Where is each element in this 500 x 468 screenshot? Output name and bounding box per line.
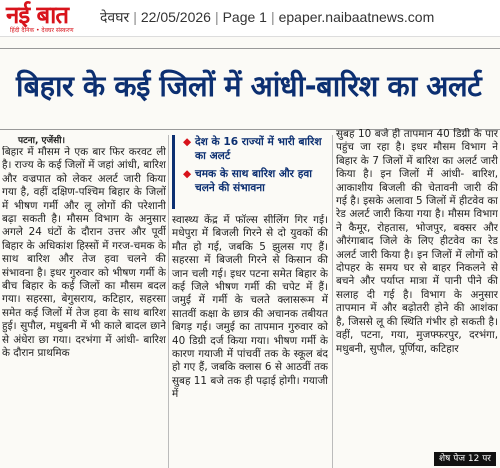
article-headline: बिहार के कई जिलों में आंधी-बारिश का अलर्ट — [16, 69, 482, 103]
highlight-item — [183, 167, 328, 195]
edition-city: देवघर — [100, 9, 130, 25]
masthead-bar — [0, 0, 500, 37]
column-divider — [168, 135, 169, 468]
separator: | — [133, 9, 137, 25]
bullet-icon: ◆ — [183, 136, 192, 148]
continued-on-page-link[interactable]: शेष पेज 12 पर — [434, 452, 496, 466]
column-divider — [332, 135, 333, 468]
edition-date: 22/05/2026 — [140, 9, 211, 25]
highlight-text: चमक के साथ बारिश और हवा चलने की संभावना — [195, 168, 312, 194]
article-column-1 — [2, 146, 166, 468]
highlight-item — [183, 135, 328, 163]
column-text: स्वास्थ्य केंद्र में फॉल्स सीलिंग गिर गई। मधेपुरा में बिजली गिरने से दो युवकों की मौत हो गई, जबकि 5 झुलस गए हैं। सहरसा में बिजली गिरने से किसान की जान चली गई। इधर पटना समेत बिहार के कई जिले भीषण गर्मी की चपेट में हैं। जमुई में गर्मी के चलते क्लासरूम में सातवीं कक्षा के छात्र की अचानक तबीयत बिगड़ गई। जमुई का तापमान गुरुवार को 40 डिग्री दर्ज किया गया। भीषण गर्मी के कारण गयाजी में पांचवीं तक के स्कूल बंद हो गए हैं, जबकि क्लास 6 से आठवीं तक सुबह 11 बजे तक ही पढ़ाई होगी। गयाजी में — [172, 214, 328, 401]
page-number: Page 1 — [222, 9, 267, 25]
separator: | — [214, 9, 219, 25]
byline: पटना, एजेंसी। — [18, 136, 66, 146]
bullet-icon: ◆ — [183, 168, 192, 180]
headline-block — [0, 48, 500, 130]
column-text: सुबह 10 बजे ही तापमान 40 डिग्री के पार पहुंच जा रहा है। इधर मौसम विभाग ने बिहार के 7 जिलों में बारिश का अलर्ट जारी किया है। इन जिलों में आंधी- बारिश, आकाशीय बिजली की चेतावनी जारी की गई है। इसके अलावा 5 जिलों में हीटवेव का रेड अलर्ट जारी किया गया है। मौसम विभाग ने कैमूर, रोहतास, भोजपुर, बक्सर और औरंगाबाद जिले के लिए हीटवेव का रेड अलर्ट जारी किया है। इन जिलों में लोगों को दोपहर के समय घर से बाहर निकलने से बचने और पर्याप्त मात्रा में पानी पीने की सलाह दी गई है। विभाग के अनुसार तापमान में और बढ़ोतरी होने की आशंका है, जिससे लू की स्थिति गंभीर हो सकती है। वहीं, पटना, गया, मुजफ्फरपुर, दरभंगा, मधुबनी, सुपौल, पूर्णिया, कटिहार — [336, 128, 498, 355]
separator: | — [270, 9, 275, 25]
logo-tagline: हिंदी दैनिक • देवघर संस्करण — [10, 27, 74, 34]
website-link[interactable]: epaper.naibaatnews.com — [278, 9, 435, 25]
highlight-text: देश के 16 राज्यों में भारी बारिश का अलर्ट — [195, 136, 322, 162]
edition-info — [100, 8, 434, 27]
article-column-3 — [336, 128, 498, 468]
logo-text: नई बात — [6, 0, 69, 29]
newspaper-logo[interactable] — [6, 2, 92, 34]
column-text: बिहार में मौसम ने एक बार फिर करवट ली है। राज्य के कई जिलों में जहां आंधी, बारिश और वज्रपात को लेकर अलर्ट जारी किया गया है, वहीं दक्षिण-पश्चिम बिहार के जिलों में भीषण गर्मी और लू लोगों की परेशानी बढ़ा सकती है। मौसम विभाग के अनुसार अगले 24 घंटों के दौरान उत्तर और पूर्वी बिहार के अधिकांश हिस्सों में गरज-चमक के साथ बारिश और तेज हवा चलने की संभावना है। इधर गुरुवार को भीषण गर्मी के बीच बिहार के कई जिलों का मौसम बदल गया। सहरसा, बेगुसराय, कटिहार, सहरसा समेत कई जिलों में तेज हवा के साथ बारिश हुई। सुपौल, मधुबनी में भी काले बादल छाने से अंधेरा छा गया। दरभंगा में आंधी- बारिश के दौरान प्राथमिक — [2, 146, 166, 360]
article-column-2 — [172, 214, 328, 468]
highlights-box — [172, 135, 328, 209]
